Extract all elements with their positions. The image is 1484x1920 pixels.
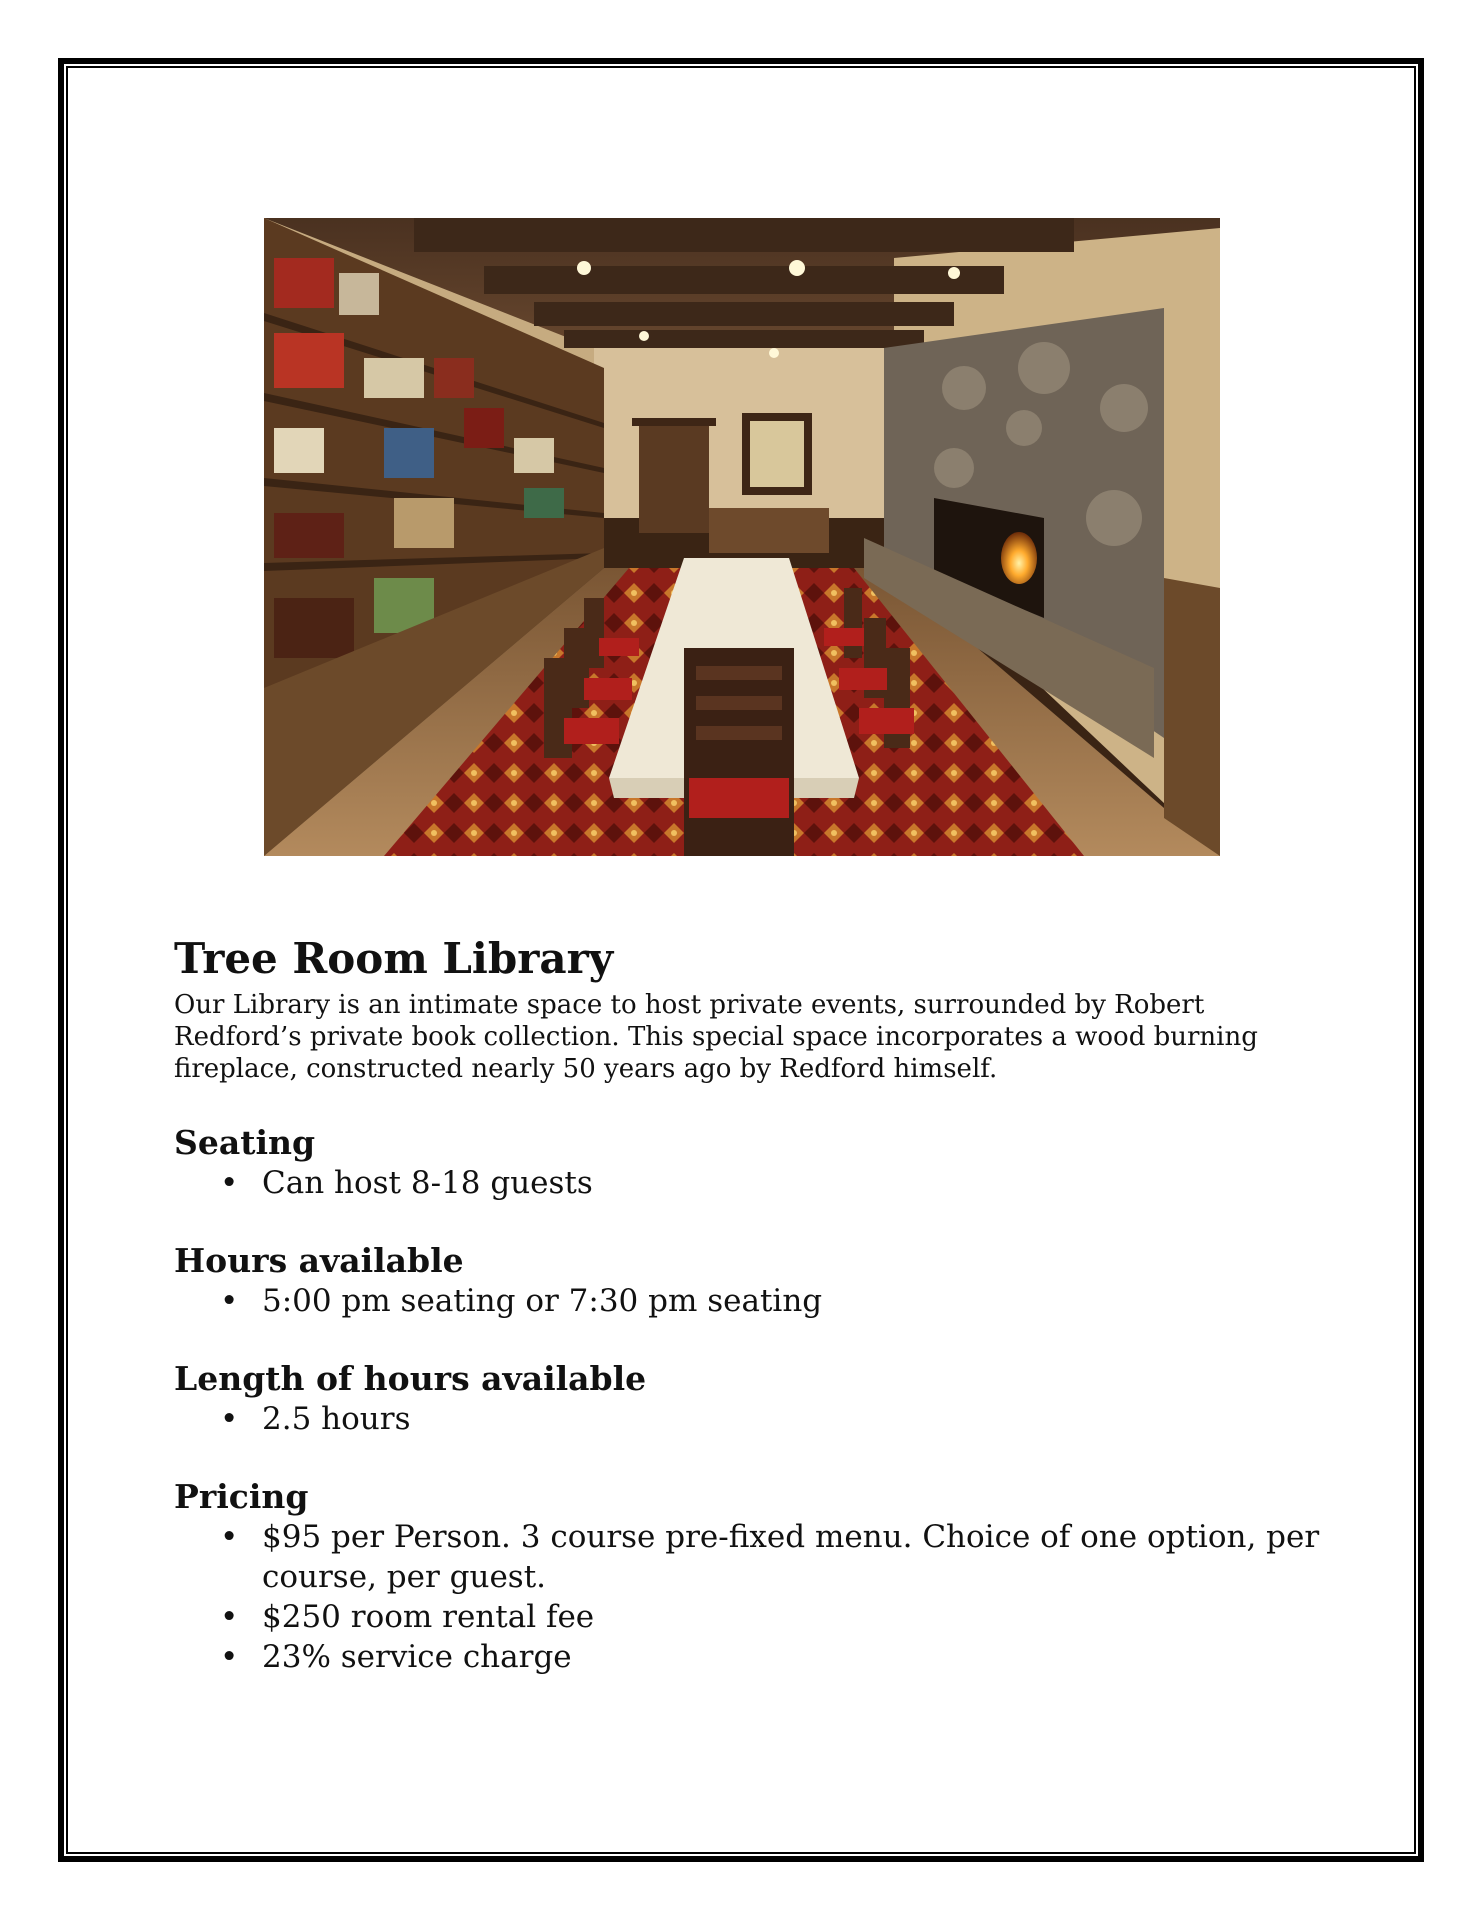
bullet-list	[174, 1399, 1334, 1439]
list-item-text: Can host 8-18 guests	[262, 1165, 593, 1202]
list-item	[174, 1163, 1334, 1203]
list-item	[174, 1597, 1334, 1637]
bullet-list	[174, 1517, 1334, 1677]
bullet-icon: •	[220, 1165, 239, 1202]
section-heading: Length of hours available	[174, 1359, 647, 1399]
bullet-list	[174, 1281, 1334, 1321]
section-heading: Seating	[174, 1123, 316, 1163]
list-item-text: $250 room rental fee	[262, 1599, 595, 1636]
list-item-text: 5:00 pm seating or 7:30 pm seating	[262, 1283, 823, 1320]
list-item	[174, 1281, 1334, 1321]
bullet-icon: •	[220, 1519, 239, 1556]
bullet-icon: •	[220, 1401, 239, 1438]
bullet-icon: •	[220, 1599, 239, 1636]
list-item	[174, 1637, 1334, 1677]
section-length	[174, 1359, 1334, 1439]
bullet-icon: •	[220, 1639, 239, 1676]
bullet-list	[174, 1163, 1334, 1203]
section-heading: Pricing	[174, 1477, 309, 1517]
list-item	[174, 1399, 1334, 1439]
section-pricing	[174, 1477, 1334, 1677]
list-item-text: 23% service charge	[262, 1639, 572, 1676]
document-body	[174, 935, 1334, 1677]
list-item-text: 2.5 hours	[262, 1401, 411, 1438]
intro-paragraph: Our Library is an intimate space to host private events, surrounded by Robert Redford’s private book collection. This special space incorporates a wood burning fireplace, constructed nearly 50 years ago by Redford himself.	[174, 990, 1258, 1085]
page-title: Tree Room Library	[174, 934, 614, 983]
list-item-text: $95 per Person. 3 course pre-fixed menu. Choice of one option, per course, per guest.	[262, 1519, 1320, 1596]
section-hours	[174, 1241, 1334, 1321]
section-seating	[174, 1123, 1334, 1203]
section-heading: Hours available	[174, 1241, 464, 1281]
library-room-photo	[264, 218, 1220, 856]
list-item	[174, 1517, 1334, 1597]
bullet-icon: •	[220, 1283, 239, 1320]
